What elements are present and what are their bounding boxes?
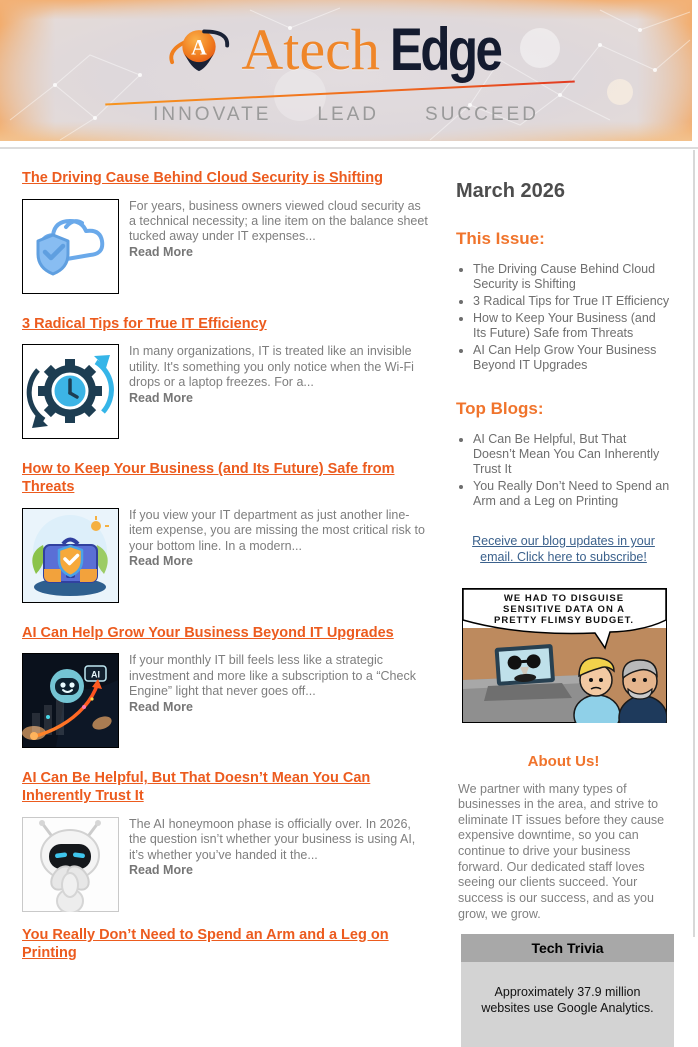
- tagline-word-innovate: INNOVATE: [153, 104, 272, 125]
- article-excerpt: [129, 508, 431, 570]
- article-printing-partial: [22, 927, 434, 962]
- brand-tagline: [0, 104, 692, 126]
- read-more-link[interactable]: Read More: [129, 862, 193, 877]
- excerpt-text: The AI honeymoon phase is officially over. In 2026, the question isn’t whether your business is using AI, it’s whether you’ve handed it the...: [129, 816, 416, 862]
- article-ai-grow-business: [22, 625, 434, 749]
- sidebar: [456, 180, 671, 1047]
- article-excerpt: [129, 817, 431, 879]
- article-title-link[interactable]: 3 Radical Tips for True IT Efficiency: [22, 315, 267, 332]
- read-more-link[interactable]: Read More: [129, 244, 193, 259]
- about-us-text: We partner with many types of businesses in the area, and strive to eliminate IT issues before they cause expensive downtime, so you can continue to drive your business forward. Our dedicated staff loves seeing our clients succeed. Your success is our success, and as you grow, we grow.: [458, 781, 665, 921]
- tech-trivia-text: Approximately 37.9 million websites use Google Analytics.: [461, 962, 674, 1047]
- about-us-heading: About Us!: [527, 752, 600, 770]
- excerpt-text: If you view your IT department as just another line-item expense, you are missing the most critical risk to your bottom line. In a modern...: [129, 507, 425, 553]
- list-item: • AI Can Be Helpful, But That Doesn’t Mean You Can Inherently Trust It: [473, 432, 671, 477]
- robot-thumbnail[interactable]: [22, 817, 119, 912]
- top-blogs-list: [456, 432, 671, 509]
- budget-comic: [462, 588, 667, 723]
- tech-trivia-box: [461, 934, 674, 1047]
- excerpt-text: In many organizations, IT is treated like an invisible utility. It's something you only notice when the Wi-Fi drops or a laptop freezes. For a...: [129, 344, 414, 390]
- article-safe-from-threats: [22, 461, 434, 602]
- excerpt-text: For years, business owners viewed cloud security as a technical necessity; a line item on the balance sheet tucked away under IT expenses...: [129, 198, 428, 244]
- svg-text:A: A: [191, 35, 208, 60]
- article-ai-trust: [22, 770, 434, 911]
- excerpt-text: If your monthly IT bill feels less like a strategic investment and more like a subscription to a “Check Engine” light that never goes off...: [129, 653, 416, 699]
- gear-clock-thumbnail[interactable]: [22, 344, 119, 439]
- right-border-line: [693, 150, 695, 937]
- this-issue-list: [456, 262, 671, 373]
- tagline-word-lead: LEAD: [317, 104, 380, 125]
- svg-text:PRETTY FLIMSY BUDGET.: PRETTY FLIMSY BUDGET.: [494, 614, 634, 626]
- article-title-link[interactable]: AI Can Help Grow Your Business Beyond IT Upgrades: [22, 624, 394, 641]
- atech-logo-icon: [167, 21, 231, 79]
- list-item: • 3 Radical Tips for True IT Efficiency: [473, 294, 671, 309]
- article-title-link[interactable]: The Driving Cause Behind Cloud Security is Shifting: [22, 170, 383, 186]
- article-excerpt: [129, 653, 431, 715]
- briefcase-shield-thumbnail[interactable]: [22, 508, 119, 603]
- ai-growth-photo-thumbnail[interactable]: [22, 653, 119, 748]
- tagline-word-succeed: SUCCEED: [425, 104, 539, 125]
- issue-month: March 2026: [456, 180, 565, 202]
- brand-logo: [0, 16, 692, 83]
- top-blogs-heading: Top Blogs:: [456, 399, 544, 418]
- svg-text:SENSITIVE DATA ON A: SENSITIVE DATA ON A: [503, 603, 625, 615]
- article-cloud-security: [22, 170, 434, 294]
- article-title-link[interactable]: You Really Don’t Need to Spend an Arm and a Leg on Printing: [22, 926, 389, 961]
- article-title-link[interactable]: How to Keep Your Business (and Its Future) Safe from Threats: [22, 461, 395, 496]
- svg-text:AI: AI: [91, 669, 100, 680]
- tech-trivia-heading: Tech Trivia: [461, 934, 674, 962]
- article-excerpt: [129, 199, 431, 261]
- articles-column: [22, 170, 434, 984]
- svg-text:WE HAD TO DISGUISE: WE HAD TO DISGUISE: [503, 592, 625, 604]
- list-item: • How to Keep Your Business (and Its Future) Safe from Threats: [473, 311, 671, 341]
- read-more-link[interactable]: Read More: [129, 699, 193, 714]
- article-title-link[interactable]: AI Can Be Helpful, But That Doesn’t Mean You Can Inherently Trust It: [22, 770, 371, 805]
- list-item: • AI Can Help Grow Your Business Beyond IT Upgrades: [473, 343, 671, 373]
- subscribe-link[interactable]: Receive our blog updates in your email. Click here to subscribe!: [472, 534, 655, 565]
- list-item: • The Driving Cause Behind Cloud Security is Shifting: [473, 262, 671, 292]
- this-issue-heading: This Issue:: [456, 229, 545, 248]
- read-more-link[interactable]: Read More: [129, 390, 193, 405]
- brand-name-primary: Atech: [241, 17, 380, 82]
- read-more-link[interactable]: Read More: [129, 553, 193, 568]
- article-it-efficiency: [22, 316, 434, 440]
- newsletter-header-banner: [0, 0, 692, 141]
- brand-name-secondary: Edge: [389, 16, 501, 83]
- cloud-shield-thumbnail[interactable]: [22, 199, 119, 294]
- list-item: • You Really Don’t Need to Spend an Arm and a Leg on Printing: [473, 479, 671, 509]
- article-excerpt: [129, 344, 431, 406]
- header-divider: [0, 147, 698, 149]
